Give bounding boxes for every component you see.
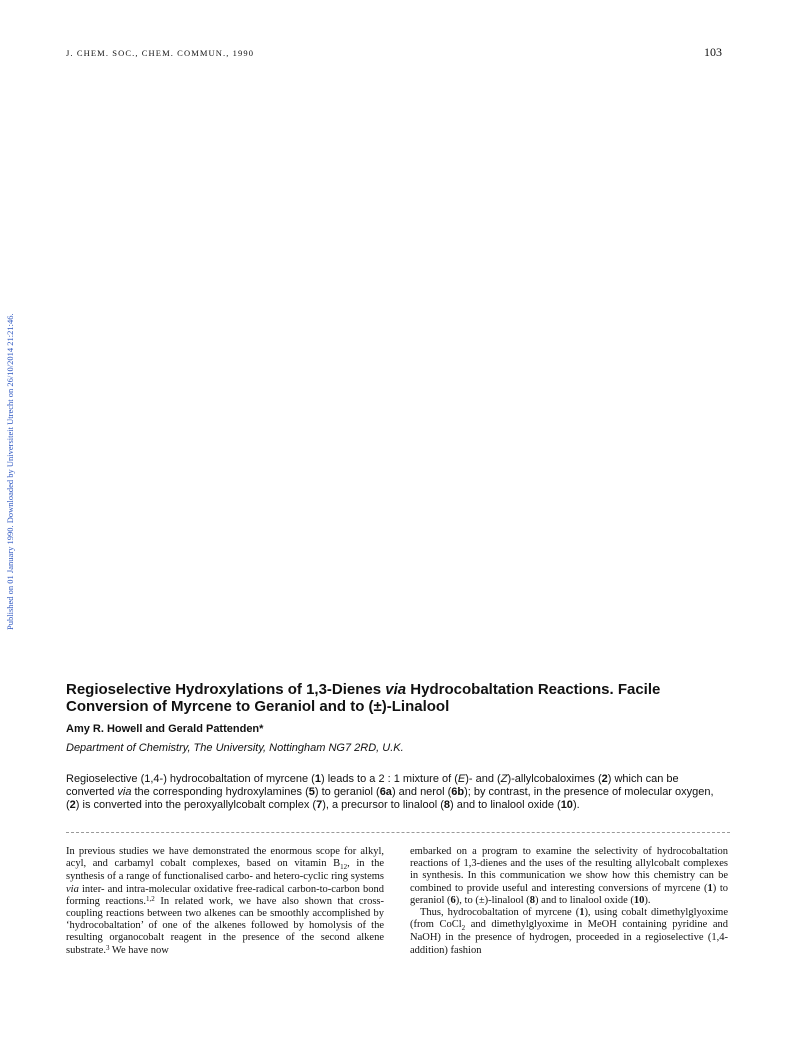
running-head: J. CHEM. SOC., CHEM. COMMUN., 1990 xyxy=(66,48,255,58)
abstract-text: ) which can be converted xyxy=(66,773,679,799)
compound-ref: 1 xyxy=(314,773,321,785)
body-via: via xyxy=(66,883,79,895)
body-text: inter- and intra-molecular oxidative free-radical carbon-to-carbon bond forming reactions. xyxy=(66,883,384,907)
abstract-text: ) leads to a 2 : 1 mixture of ( xyxy=(320,773,458,785)
body-text: ). xyxy=(644,894,651,906)
abstract xyxy=(66,773,730,813)
body-column-left xyxy=(66,846,384,957)
compound-ref: 8 xyxy=(443,799,450,812)
abstract-text: ); by contrast, in the presence of molecular oxygen, ( xyxy=(66,786,714,812)
reference-superscript: 1,2 xyxy=(145,894,155,903)
title-text-1: Regioselective Hydroxylations of 1,3-Dienes xyxy=(66,681,386,698)
abstract-text: ) and nerol ( xyxy=(391,786,452,799)
page-number: 103 xyxy=(704,45,722,59)
body-text: , in the synthesis of a range of functionalised carbo- and hetero-cyclic ring systems xyxy=(66,858,385,883)
abstract-text: )-allylcobaloximes ( xyxy=(507,773,602,785)
stereo-descriptor: E xyxy=(457,773,466,785)
body-column-right xyxy=(410,846,728,957)
compound-ref: 7 xyxy=(316,799,323,812)
compound-ref: 6b xyxy=(451,786,465,799)
subscript: 12 xyxy=(340,863,348,872)
title-text-2: Hydrocobaltation Reactions. Facile Conversion of Myrcene to Geraniol and to (±)-Linalool xyxy=(66,681,661,715)
abstract-text: ) is converted into the peroxyallylcobalt complex ( xyxy=(75,799,317,812)
body-text: ) to geraniol ( xyxy=(410,882,728,906)
body-text: In previous studies we have demonstrated the enormous scope for alkyl, acyl, and carbamyl cobalt complexes, based on vitamin B xyxy=(66,846,384,870)
body-text: We have now xyxy=(109,944,169,956)
abstract-text: the corresponding hydroxylamines ( xyxy=(131,786,309,799)
stereo-descriptor: Z xyxy=(500,773,508,785)
download-watermark-link[interactable]: Published on 01 January 1990. Downloaded by Universiteit Utrecht on 26/10/2014 21:21:46. xyxy=(5,313,15,630)
section-divider xyxy=(66,832,730,833)
subscript: 2 xyxy=(461,924,466,933)
compound-ref: 1 xyxy=(579,907,585,919)
compound-ref: 6a xyxy=(379,786,392,799)
compound-ref: 10 xyxy=(560,799,573,812)
abstract-text: ). xyxy=(572,799,580,812)
compound-ref: 2 xyxy=(69,799,76,812)
compound-ref: 10 xyxy=(633,894,645,906)
article-title xyxy=(66,681,746,715)
compound-ref: 6 xyxy=(450,894,456,906)
abstract-via: via xyxy=(117,786,132,799)
abstract-text: )- and ( xyxy=(465,773,501,785)
body-text: In related work, we have also shown that cross-coupling reactions between two alkenes can be smoothly accomplished by ‘hydrocobaltation’ of one of the alkenes followed by homolysis of the resulting organocobalt reagent in the presence of the second alkene substrate. xyxy=(66,895,384,956)
compound-ref: 8 xyxy=(529,894,536,906)
body-text: Thus, hydrocobaltation of myrcene ( xyxy=(420,907,580,919)
article-affiliation: Department of Chemistry, The University, Nottingham NG7 2RD, U.K. xyxy=(66,742,404,754)
compound-ref: 2 xyxy=(601,773,608,785)
article-authors: Amy R. Howell and Gerald Pattenden* xyxy=(66,723,264,735)
abstract-text: ), a precursor to linalool ( xyxy=(322,799,444,812)
body-text: ), to (±)-linalool ( xyxy=(455,894,530,906)
abstract-text: ) to geraniol ( xyxy=(314,786,380,799)
title-via: via xyxy=(385,681,407,698)
abstract-text: ) and to linalool oxide ( xyxy=(450,799,561,812)
body-text: ) and to linalool oxide ( xyxy=(535,894,634,906)
body-text: and dimethylglyoxime in MeOH containing pyridine and NaOH) in the presence of hydrogen, proceeded in a regioselective (1,4-addition) fashion xyxy=(410,919,728,956)
abstract-text: Regioselective (1,4-) hydrocobaltation of myrcene ( xyxy=(66,773,315,785)
reference-superscript: 3 xyxy=(105,943,110,952)
compound-ref: 1 xyxy=(707,882,713,894)
compound-ref: 5 xyxy=(308,786,315,799)
body-text: embarked on a program to examine the selectivity of hydrocobaltation reactions of 1,3-dienes and the uses of the resulting allylcobalt complexes in synthesis. In this communication we show how this chemistry can be combined to provide useful and interesting conversions of myrcene ( xyxy=(410,846,728,894)
body-text: ), using cobalt dimethylglyoxime (from CoCl xyxy=(410,907,728,931)
